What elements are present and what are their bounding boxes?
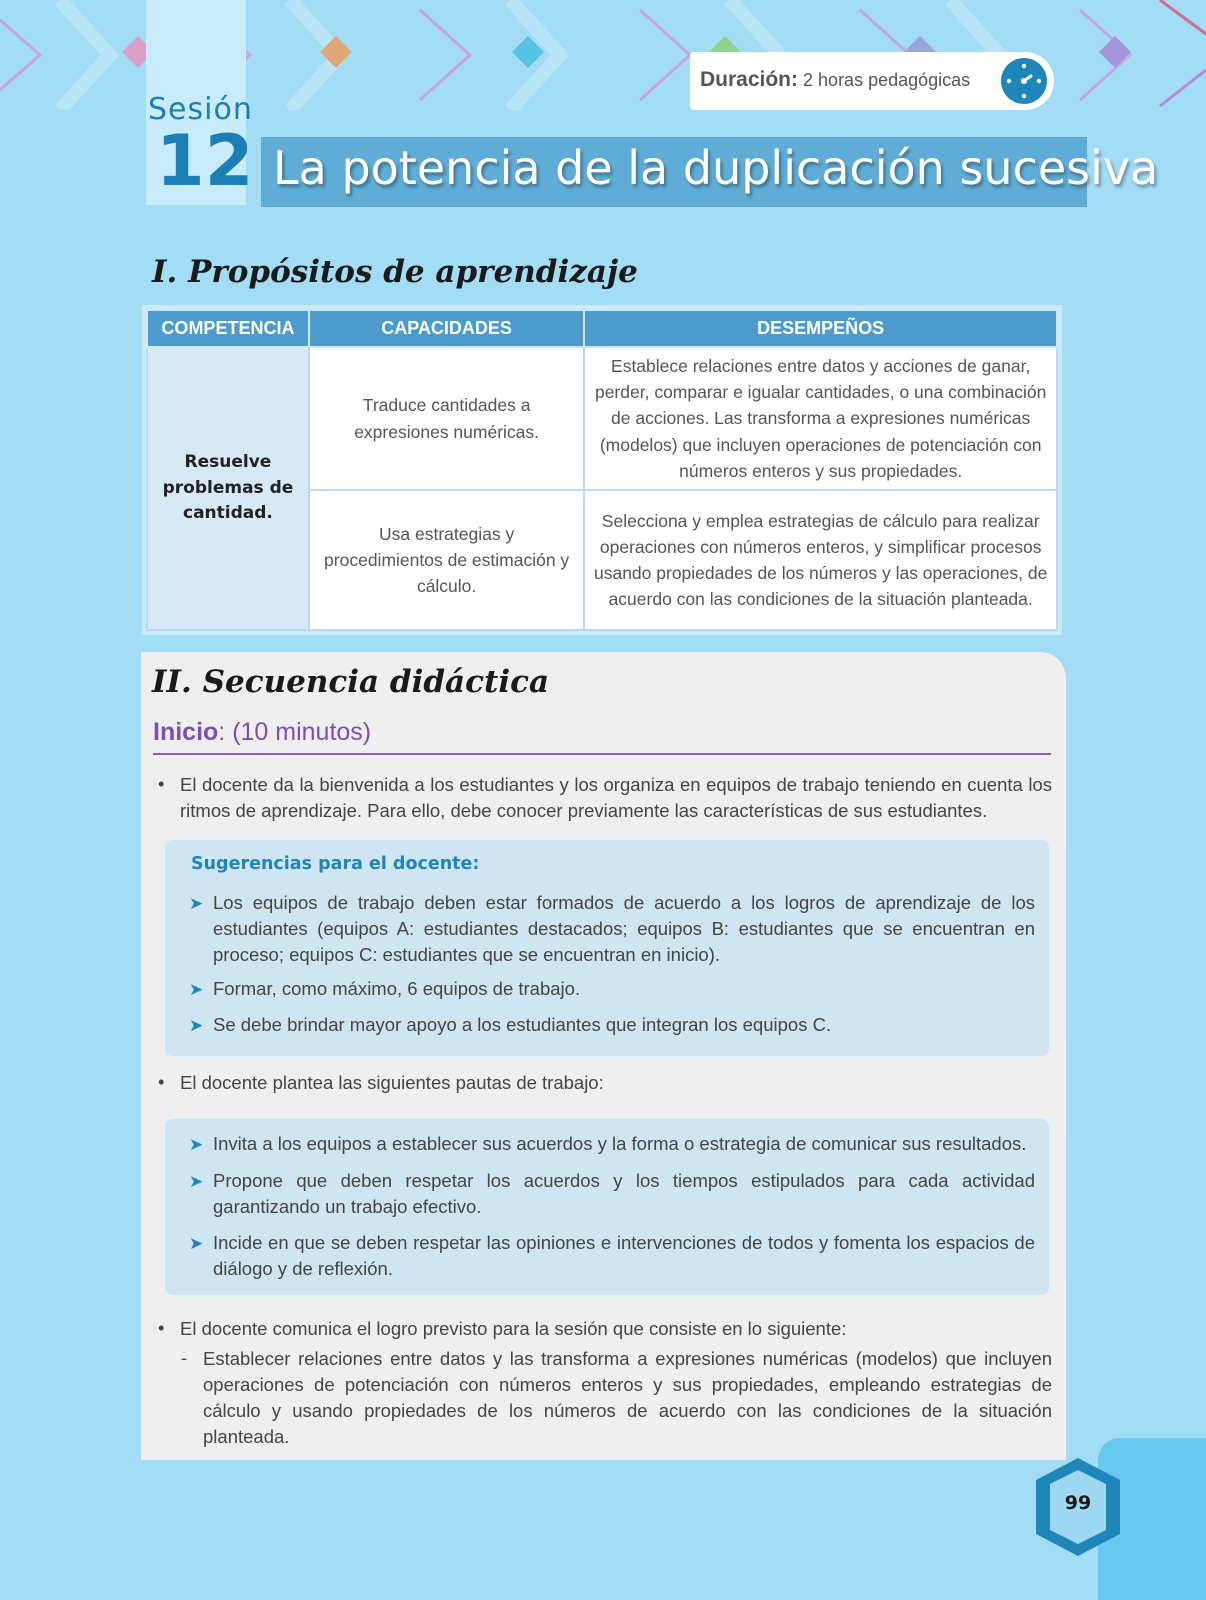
paragraph-goal-detail: Establecer relaciones entre datos y las transforma a expresiones numéricas (modelos) que incluyen operaciones de potenciación con números enteros y sus propiedades, empleando estrategias de cálculo y usando propiedades de los números de acuerdo con las condiciones de la situación planteada. — [203, 1348, 1052, 1447]
suggestions-title: Sugerencias para el docente: — [191, 854, 480, 874]
suggestion-item: ➤ Se debe brindar mayor apoyo a los estudiantes que integran los equipos C. — [189, 1012, 1035, 1038]
desempeno-cell: Selecciona y emplea estrategias de cálculo para realizar operaciones con números enteros, y simplificar procesos usando propiedades de los números y las operaciones, de acuerdo con las condiciones de la situación planteada. — [584, 490, 1057, 630]
inicio-time: : (10 minutos) — [218, 718, 372, 746]
header-competencia: COMPETENCIA — [147, 310, 309, 347]
paragraph-welcome: El docente da la bienvenida a los estudiantes y los organiza en equipos de trabajo teniendo en cuenta los ritmos de aprendizaje. Para ello, debe conocer previamente las características de sus estudiantes. — [180, 774, 1052, 821]
session-number: 12 — [156, 120, 254, 202]
bullet-icon: • — [158, 774, 165, 794]
suggestion-item: ➤ Los equipos de trabajo deben estar formados de acuerdo a los logros de aprendizaje de los estudiantes (equipos A: estudiantes destacados; equipos B: estudiantes que se encuentran en proceso; equipos C: estudiantes que se encuentran en inicio). — [189, 892, 1035, 965]
header-capacidades: CAPACIDADES — [309, 310, 584, 347]
duration-label: Duración: — [700, 68, 799, 91]
learning-purposes-table — [146, 309, 1058, 631]
guideline-item: ➤ Propone que deben respetar los acuerdos y los tiempos estipulados para cada actividad garantizando un trabajo efectivo. — [189, 1170, 1035, 1217]
arrow-icon: ➤ — [189, 1172, 204, 1191]
inicio-divider — [153, 753, 1051, 755]
title-band — [261, 137, 1159, 207]
paragraph-guidelines: El docente plantea las siguientes pautas de trabajo: — [180, 1072, 604, 1093]
inicio-heading — [153, 718, 371, 747]
capacidad-cell: Traduce cantidades a expresiones numéricas. — [309, 347, 584, 490]
guideline-item: ➤ Incide en que se deben respetar las opiniones e intervenciones de todos y fomenta los espacios de diálogo y de reflexión. — [189, 1232, 1035, 1279]
guideline-item: ➤ Invita a los equipos a establecer sus acuerdos y la forma o estrategia de comunicar sus resultados. — [189, 1131, 1035, 1157]
paragraph-goal: El docente comunica el logro previsto para la sesión que consiste en lo siguiente: — [180, 1318, 847, 1339]
arrow-icon: ➤ — [189, 894, 204, 913]
inicio-label: Inicio — [153, 718, 219, 746]
duration-badge — [690, 52, 1054, 110]
header-desempenos: DESEMPEÑOS — [584, 310, 1057, 347]
section-1-title: I. Propósitos de aprendizaje — [152, 254, 638, 290]
work-guidelines-box — [163, 1117, 1051, 1297]
arrow-icon: ➤ — [189, 1016, 204, 1035]
session-label: Sesión — [148, 92, 253, 127]
clock-icon — [1000, 57, 1048, 105]
page-number: 99 — [1064, 1492, 1092, 1514]
arrow-icon: ➤ — [189, 980, 204, 999]
didactic-sequence-panel — [141, 652, 1066, 1460]
bullet-icon: • — [158, 1072, 165, 1092]
duration-value: 2 horas pedagógicas — [803, 70, 971, 90]
capacidad-cell: Usa estrategias y procedimientos de estimación y cálculo. — [309, 490, 584, 630]
desempeno-cell: Establece relaciones entre datos y acciones de ganar, perder, comparar e igualar cantidades, o una combinación de acciones. Las transforma a expresiones numéricas (modelos) que incluyen operaciones de potenciación con números enteros y sus propiedades. — [584, 347, 1057, 490]
arrow-icon: ➤ — [189, 1234, 204, 1253]
session-title: La potencia de la duplicación sucesiva — [273, 141, 1159, 195]
dash-icon: - — [181, 1348, 187, 1368]
bullet-icon: • — [158, 1318, 165, 1338]
section-2-title: II. Secuencia didáctica — [152, 664, 550, 700]
arrow-icon: ➤ — [189, 1135, 204, 1154]
suggestion-item: ➤ Formar, como máximo, 6 equipos de trabajo. — [189, 976, 1035, 1002]
teacher-suggestions-box — [163, 838, 1051, 1058]
competencia-cell: Resuelve problemas de cantidad. — [147, 347, 309, 630]
